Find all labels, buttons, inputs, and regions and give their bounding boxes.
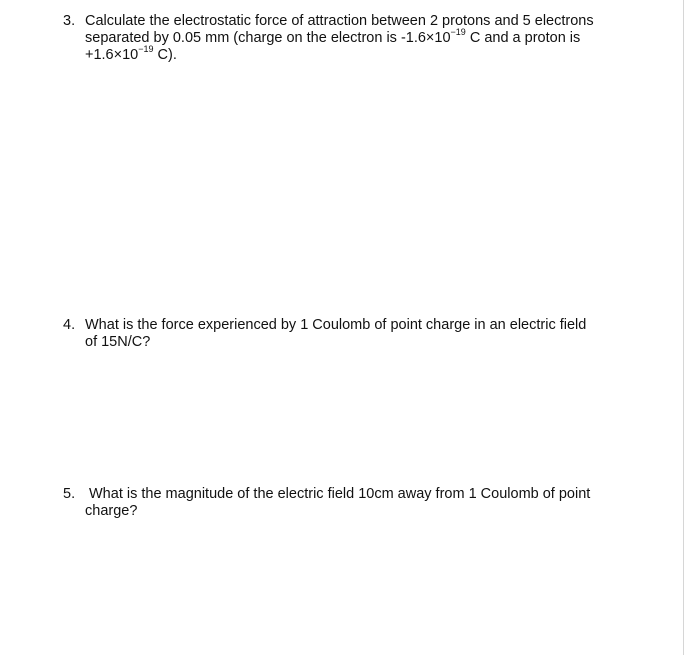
- page-edge-divider: [683, 0, 684, 655]
- question-line: Calculate the electrostatic force of attraction between 2 protons and 5 electrons: [85, 13, 594, 29]
- text-segment: separated by 0.05 mm (charge on the electron is -1.6×10: [85, 30, 451, 46]
- question-number: 3.: [63, 13, 76, 29]
- text-segment: +1.6×10: [85, 47, 139, 63]
- exponent: −19: [450, 27, 466, 38]
- question-line: What is the force experienced by 1 Coulomb of point charge in an electric field: [85, 317, 587, 333]
- question-line: What is the magnitude of the electric field 10cm away from 1 Coulomb of point: [89, 486, 591, 502]
- exponent: −19: [138, 44, 154, 55]
- question-text: [85, 317, 586, 351]
- question-line: [85, 44, 594, 64]
- question-line: of 15N/C?: [85, 334, 151, 350]
- text-segment: C).: [153, 47, 177, 63]
- text-segment: C and a proton is: [465, 30, 581, 46]
- question-text: [85, 486, 591, 520]
- question-line: [85, 27, 594, 47]
- question-text: [85, 13, 594, 64]
- question-line: charge?: [85, 503, 138, 519]
- question-number: 4.: [63, 317, 76, 333]
- question-number: 5.: [63, 486, 76, 502]
